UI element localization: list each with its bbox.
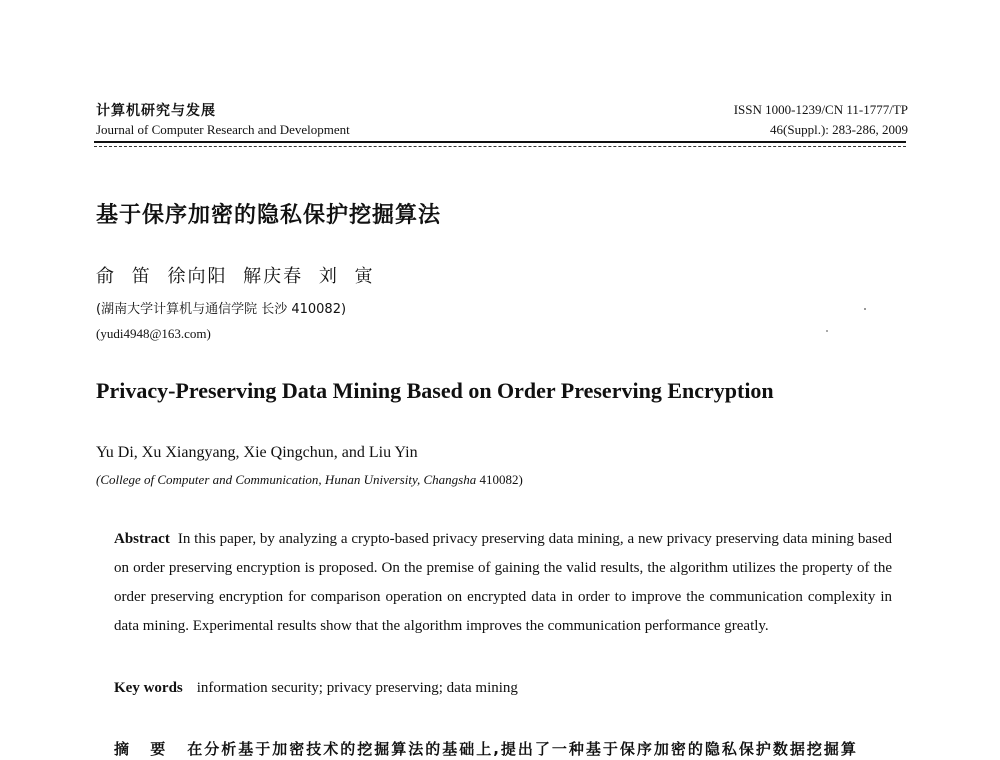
abstract-text: In this paper, by analyzing a crypto-based privacy preserving data mining, a new privacy preserving data mining based on order preserving encryption is proposed. On the premise of gaining the valid results, the algorithm utilizes the property of the order preserving encryption for comparison operation on encrypted data in order to improve the communication complexity in data mining. Experimental results show that the algorithm improves the communication performance greatly. (114, 531, 892, 634)
affiliation-italic: (College of Computer and Communication, Hunan University, Changsha (96, 472, 477, 487)
scan-speck (826, 330, 828, 332)
header-rule (94, 141, 906, 143)
english-affiliation (96, 472, 523, 488)
chinese-abstract-label: 摘 要 (114, 740, 174, 758)
keywords-text: information security; privacy preserving; data mining (196, 680, 518, 696)
author-email: (yudi4948@163.com) (96, 326, 211, 341)
abstract-paragraph (114, 525, 892, 641)
english-authors: Yu Di, Xu Xiangyang, Xie Qingchun, and Liu Yin (96, 444, 418, 461)
keywords-label: Key words (114, 680, 183, 696)
chinese-affiliation: (湖南大学计算机与通信学院 长沙 410082) (96, 302, 347, 317)
journal-name-chinese: 计算机研究与发展 (96, 103, 216, 119)
issue-line: 46(Suppl.): 283-286, 2009 (770, 122, 908, 137)
header-rule-dashed (94, 146, 906, 147)
affiliation-postcode: 410082) (476, 472, 523, 487)
chinese-title: 基于保序加密的隐私保护挖掘算法 (96, 203, 442, 228)
chinese-authors: 俞 笛 徐向阳 解庆春 刘 寅 (96, 266, 375, 287)
keywords-line (114, 680, 518, 697)
scan-speck (864, 308, 866, 310)
journal-name-english: Journal of Computer Research and Development (96, 122, 350, 137)
issn-line: ISSN 1000-1239/CN 11-1777/TP (733, 102, 908, 117)
english-title: Privacy-Preserving Data Mining Based on Order Preserving Encryption (96, 378, 774, 403)
chinese-abstract-text: 在分析基于加密技术的挖掘算法的基础上,提出了一种基于保序加密的隐私保护数据挖掘算 (187, 740, 858, 758)
abstract-label: Abstract (114, 531, 170, 547)
chinese-abstract (114, 738, 904, 759)
